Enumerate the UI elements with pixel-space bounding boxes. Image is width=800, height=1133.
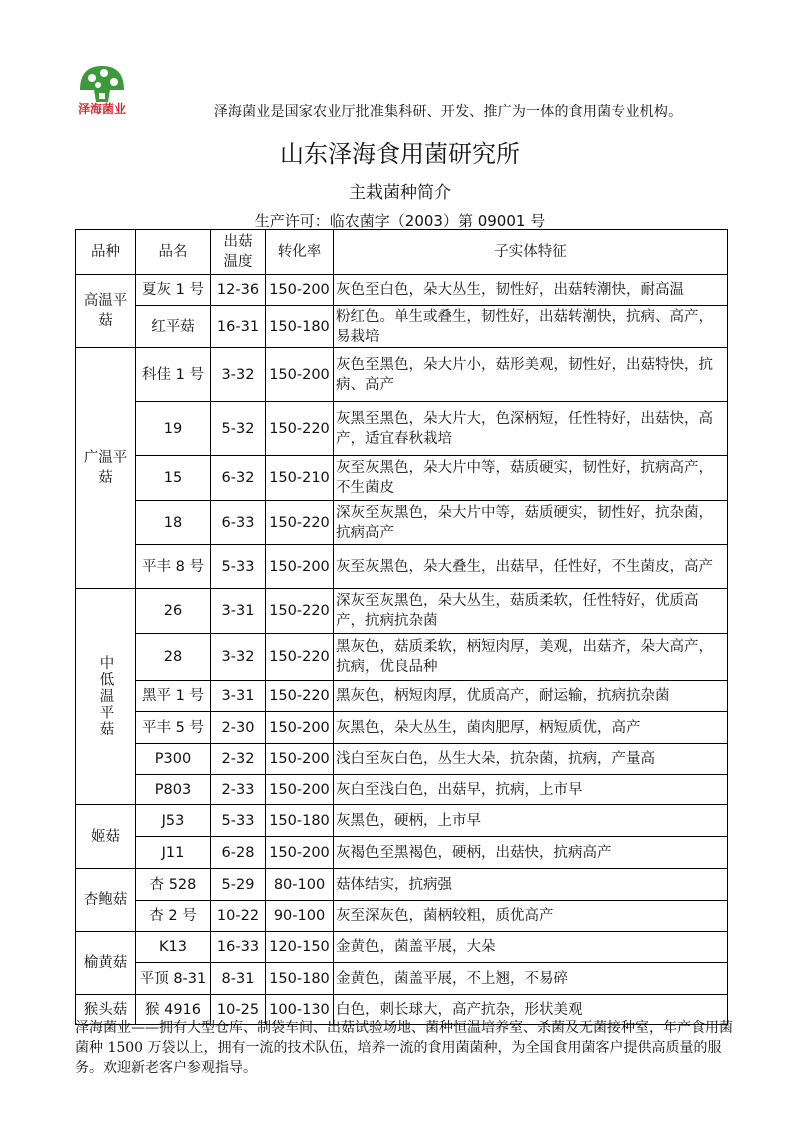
table-row: [76, 932, 728, 963]
page-title: 山东泽海食用菌研究所: [280, 140, 520, 168]
conversion-cell: 150-220: [266, 501, 334, 545]
name-cell: J11: [136, 837, 211, 869]
features-cell: 灰至灰黑色，朵大叠生，出菇早，任性好，不生菌皮，高产: [334, 545, 728, 589]
category-cell: 榆黄菇: [76, 932, 136, 995]
temp-cell: 10-25: [211, 995, 266, 1025]
temp-cell: 2-32: [211, 744, 266, 775]
features-cell: 灰黑色，朵大丛生，菌肉肥厚，柄短质优，高产: [334, 712, 728, 744]
name-cell: P300: [136, 744, 211, 775]
table-row: [76, 805, 728, 837]
tagline: 泽海菌业是国家农业厅批准集科研、开发、推广为一体的食用菌专业机构。: [213, 104, 683, 120]
temp-cell: 16-31: [211, 306, 266, 348]
table-row: [76, 775, 728, 805]
features-cell: 灰至深灰色，菌柄较粗，质优高产: [334, 901, 728, 932]
features-cell: 菇体结实，抗病强: [334, 869, 728, 901]
conversion-cell: 150-200: [266, 275, 334, 306]
name-cell: 夏灰 1 号: [136, 275, 211, 306]
header-category: 品种: [76, 230, 136, 275]
temp-cell: 3-32: [211, 634, 266, 681]
conversion-cell: 150-200: [266, 712, 334, 744]
table-row: [76, 712, 728, 744]
table-row: [76, 901, 728, 932]
temp-cell: 5-32: [211, 402, 266, 456]
category-cell: 中低温平菇: [76, 589, 136, 805]
table-row: [76, 275, 728, 306]
table-row: [76, 869, 728, 901]
category-cell: 猴头菇: [76, 995, 136, 1025]
temp-cell: 3-32: [211, 348, 266, 402]
name-cell: 15: [136, 456, 211, 501]
conversion-cell: 150-180: [266, 805, 334, 837]
temp-cell: 5-29: [211, 869, 266, 901]
category-cell: 姬菇: [76, 805, 136, 869]
name-cell: 28: [136, 634, 211, 681]
temp-cell: 16-33: [211, 932, 266, 963]
mushroom-logo-icon: [76, 60, 128, 118]
name-cell: K13: [136, 932, 211, 963]
name-cell: 平丰 8 号: [136, 545, 211, 589]
conversion-cell: 150-200: [266, 837, 334, 869]
features-cell: 灰至灰黑色，朵大片中等，菇质硬实，韧性好，抗病高产，不生菌皮: [334, 456, 728, 501]
features-cell: 金黄色，菌盖平展，不上翘，不易碎: [334, 963, 728, 995]
table-row: [76, 963, 728, 995]
table-row: [76, 681, 728, 712]
features-cell: 粉红色。单生或叠生，韧性好，出菇转潮快，抗病、高产，易栽培: [334, 306, 728, 348]
strains-table: [75, 229, 728, 1025]
features-cell: 灰白至浅白色，出菇早，抗病，上市早: [334, 775, 728, 805]
conversion-cell: 150-180: [266, 306, 334, 348]
conversion-cell: 150-220: [266, 402, 334, 456]
name-cell: 杏 2 号: [136, 901, 211, 932]
features-cell: 灰色至白色，朵大丛生，韧性好，出菇转潮快，耐高温: [334, 275, 728, 306]
category-cell: 高温平菇: [76, 275, 136, 348]
footer-text: 泽海菌业——拥有大型仓库、制袋车间、出菇试验场地、菌种恒温培养室、杀菌及无菌接种室，年产食用菌菌种 1500 万袋以上，拥有一流的技术队伍，培养一流的食用菌菌种，为全国食用菌客户提供高质量的服务。欢迎新老客户参观指导。: [75, 1020, 733, 1076]
table-row: [76, 837, 728, 869]
conversion-cell: 150-200: [266, 545, 334, 589]
name-cell: 平顶 8-31: [136, 963, 211, 995]
header-temp: 出菇温度: [211, 230, 266, 275]
table-row: [76, 348, 728, 402]
name-cell: 26: [136, 589, 211, 634]
temp-cell: 2-30: [211, 712, 266, 744]
temp-cell: 6-28: [211, 837, 266, 869]
temp-cell: 6-33: [211, 501, 266, 545]
name-cell: 黑平 1 号: [136, 681, 211, 712]
table-row: [76, 402, 728, 456]
temp-cell: 3-31: [211, 589, 266, 634]
conversion-cell: 120-150: [266, 932, 334, 963]
header-features: 子实体特征: [334, 230, 728, 275]
temp-cell: 12-36: [211, 275, 266, 306]
name-cell: 红平菇: [136, 306, 211, 348]
temp-cell: 6-32: [211, 456, 266, 501]
name-cell: 猴 4916: [136, 995, 211, 1025]
conversion-cell: 150-180: [266, 963, 334, 995]
conversion-cell: 150-200: [266, 348, 334, 402]
conversion-cell: 100-130: [266, 995, 334, 1025]
conversion-cell: 150-220: [266, 634, 334, 681]
table-row: [76, 545, 728, 589]
category-cell: 广温平菇: [76, 348, 136, 589]
features-cell: 浅白至灰白色，丛生大朵，抗杂菌，抗病，产量高: [334, 744, 728, 775]
conversion-cell: 80-100: [266, 869, 334, 901]
table-row: [76, 456, 728, 501]
table-header-row: [76, 230, 728, 275]
table-row: [76, 634, 728, 681]
name-cell: J53: [136, 805, 211, 837]
category-cell: 杏鲍菇: [76, 869, 136, 932]
table-row: [76, 589, 728, 634]
name-cell: 18: [136, 501, 211, 545]
temp-cell: 10-22: [211, 901, 266, 932]
features-cell: 深灰至灰黑色，朵大片中等，菇质硬实，韧性好，抗杂菌，抗病高产: [334, 501, 728, 545]
features-cell: 黑灰色，菇质柔软，柄短肉厚，美观，出菇齐，朵大高产，抗病，优良品种: [334, 634, 728, 681]
header-name: 品名: [136, 230, 211, 275]
table-row: [76, 501, 728, 545]
features-cell: 深灰至灰黑色，朵大丛生，菇质柔软，任性特好，优质高产，抗病抗杂菌: [334, 589, 728, 634]
conversion-cell: 150-210: [266, 456, 334, 501]
conversion-cell: 150-200: [266, 744, 334, 775]
features-cell: 灰黑色，硬柄，上市早: [334, 805, 728, 837]
temp-cell: 3-31: [211, 681, 266, 712]
features-cell: 灰色至黑色，朵大片小，菇形美观，韧性好，出菇特快，抗病、高产: [334, 348, 728, 402]
temp-cell: 5-33: [211, 545, 266, 589]
features-cell: 灰黑至黑色，朵大片大，色深柄短，任性特好，出菇快，高产，适宜春秋栽培: [334, 402, 728, 456]
conversion-cell: 150-220: [266, 589, 334, 634]
conversion-cell: 150-200: [266, 775, 334, 805]
temp-cell: 8-31: [211, 963, 266, 995]
features-cell: 黑灰色，柄短肉厚，优质高产，耐运输，抗病抗杂菌: [334, 681, 728, 712]
features-cell: 灰褐色至黑褐色，硬柄，出菇快，抗病高产: [334, 837, 728, 869]
temp-cell: 2-33: [211, 775, 266, 805]
temp-cell: 5-33: [211, 805, 266, 837]
table-row: [76, 306, 728, 348]
conversion-cell: 150-220: [266, 681, 334, 712]
name-cell: 杏 528: [136, 869, 211, 901]
conversion-cell: 90-100: [266, 901, 334, 932]
features-cell: 白色，刺长球大，高产抗杂，形状美观: [334, 995, 728, 1025]
page-subtitle: 主栽菌种简介: [349, 183, 451, 203]
table-row: [76, 744, 728, 775]
header-conversion: 转化率: [266, 230, 334, 275]
name-cell: 平丰 5 号: [136, 712, 211, 744]
name-cell: P803: [136, 775, 211, 805]
name-cell: 科佳 1 号: [136, 348, 211, 402]
name-cell: 19: [136, 402, 211, 456]
logo-text: 泽海菌业: [77, 102, 126, 116]
license-text: 生产许可：临农菌字（2003）第 09001 号: [254, 212, 546, 230]
features-cell: 金黄色，菌盖平展，大朵: [334, 932, 728, 963]
